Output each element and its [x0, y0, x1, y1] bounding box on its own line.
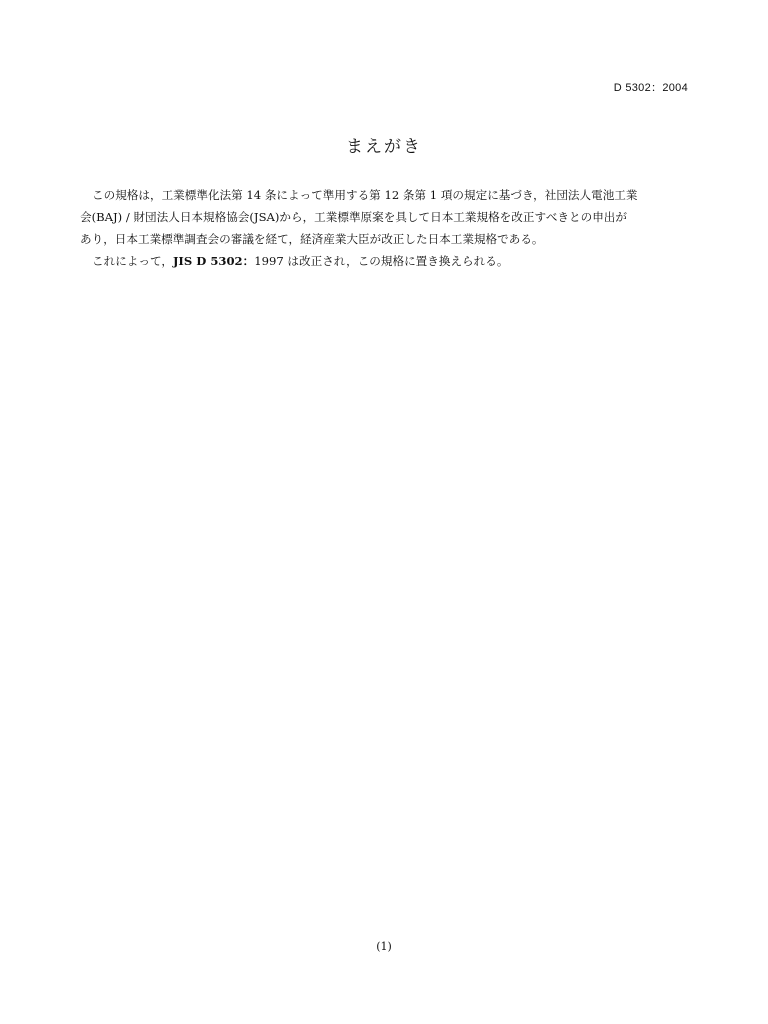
paragraph-2-prefix: これによって，	[92, 254, 173, 268]
paragraph-1-line-2: 会(BAJ) / 財団法人日本規格協会(JSA)から，工業標準原案を具して日本工業規格を改正すべきとの申出が	[80, 210, 627, 224]
foreword-body	[80, 184, 690, 272]
standard-number: D 5302：2004	[613, 82, 688, 94]
paragraph-1-line-3: あり，日本工業標準調査会の審議を経て，経済産業大臣が改正した日本工業規格である。	[80, 232, 544, 246]
page-number: (1)	[376, 940, 392, 953]
paragraph-1-line-1: この規格は，工業標準化法第 14 条によって準用する第 12 条第 1 項の規定に基づき，社団法人電池工業	[92, 188, 638, 202]
jis-reference-separator: ：	[242, 254, 255, 268]
jis-reference: JIS D 5302	[172, 254, 243, 268]
jis-reference-year: 1997	[254, 254, 284, 268]
page-title: まえがき	[346, 137, 422, 157]
paragraph-2	[80, 250, 690, 272]
paragraph-2-suffix: は改正され，この規格に置き換えられる。	[283, 254, 509, 268]
